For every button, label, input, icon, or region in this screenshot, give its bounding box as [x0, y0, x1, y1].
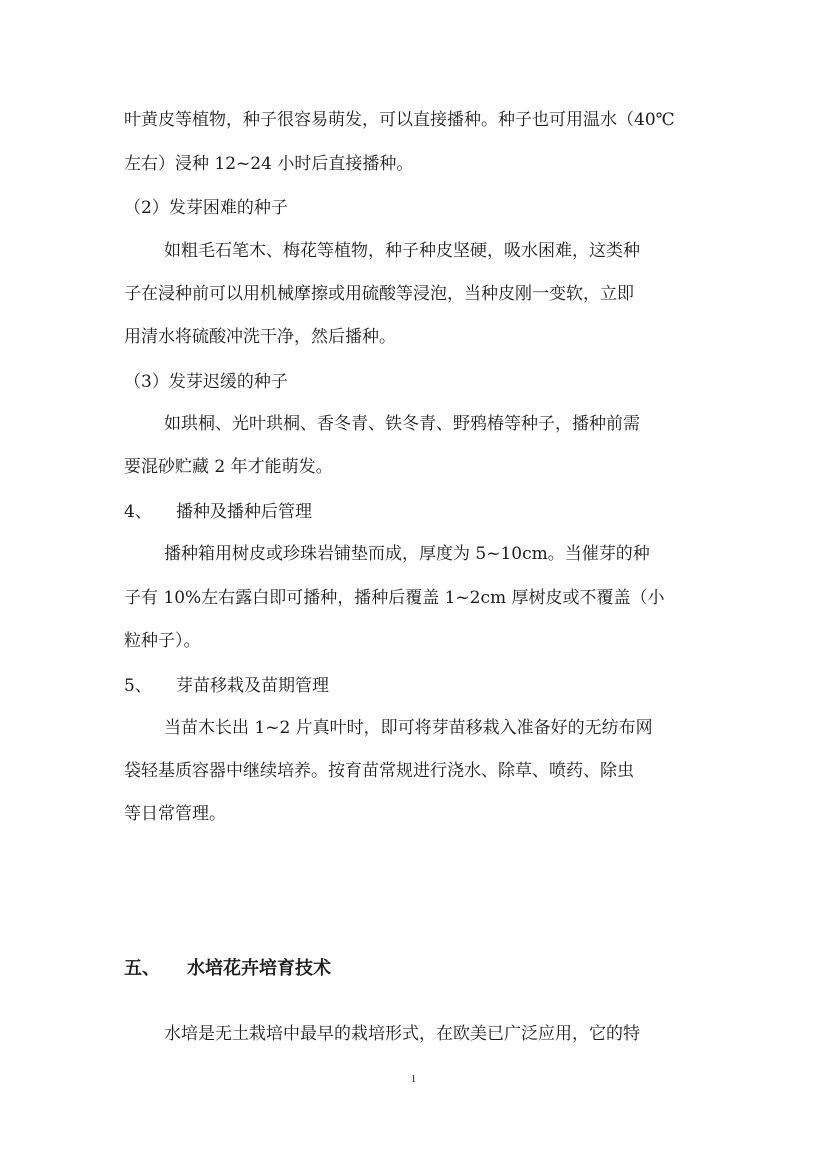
paragraph-line: 如粗毛石笔木、梅花等植物，种子种皮坚硬，吸水困难，这类种: [164, 241, 640, 261]
subheading: （3）发芽迟缓的种子: [124, 372, 288, 392]
paragraph-line: 左右）浸种 12~24 小时后直接播种。: [124, 154, 414, 174]
paragraph-line: 等日常管理。: [124, 804, 226, 824]
paragraph-line: 粒种子）。: [124, 631, 201, 651]
section-title: 芽苗移栽及苗期管理: [176, 676, 329, 696]
chapter-number: 五、: [124, 958, 160, 979]
paragraph-line: 叶黄皮等植物，种子很容易萌发，可以直接播种。种子也可用温水（40℃: [124, 110, 675, 130]
page-number: 1: [410, 1073, 417, 1085]
subheading: （2）发芽困难的种子: [124, 198, 288, 218]
paragraph-line: 如珙桐、光叶珙桐、香冬青、铁冬青、野鸦椿等种子，播种前需: [164, 414, 640, 434]
paragraph-line: 当苗木长出 1~2 片真叶时，即可将芽苗移栽入准备好的无纺布网: [164, 718, 653, 738]
paragraph-line: 袋轻基质容器中继续培养。按育苗常规进行浇水、除草、喷药、除虫: [124, 761, 634, 781]
paragraph-line: 播种箱用树皮或珍珠岩铺垫而成，厚度为 5~10cm。当催芽的种: [164, 544, 650, 564]
paragraph-line: 子在浸种前可以用机械摩擦或用硫酸等浸泡，当种皮刚一变软，立即: [124, 284, 634, 304]
section-title: 播种及播种后管理: [176, 502, 312, 522]
paragraph-line: 要混砂贮藏 2 年才能萌发。: [124, 457, 333, 477]
section-number: 5、: [124, 676, 152, 696]
paragraph-line: 用清水将硫酸冲洗干净，然后播种。: [124, 327, 396, 347]
chapter-title: 水培花卉培育技术: [187, 958, 331, 979]
section-number: 4、: [124, 502, 152, 522]
paragraph-line: 子有 10%左右露白即可播种，播种后覆盖 1~2cm 厚树皮或不覆盖（小: [124, 588, 665, 608]
paragraph-line: 水培是无土栽培中最早的栽培形式，在欧美已广泛应用，它的特: [164, 1024, 640, 1044]
